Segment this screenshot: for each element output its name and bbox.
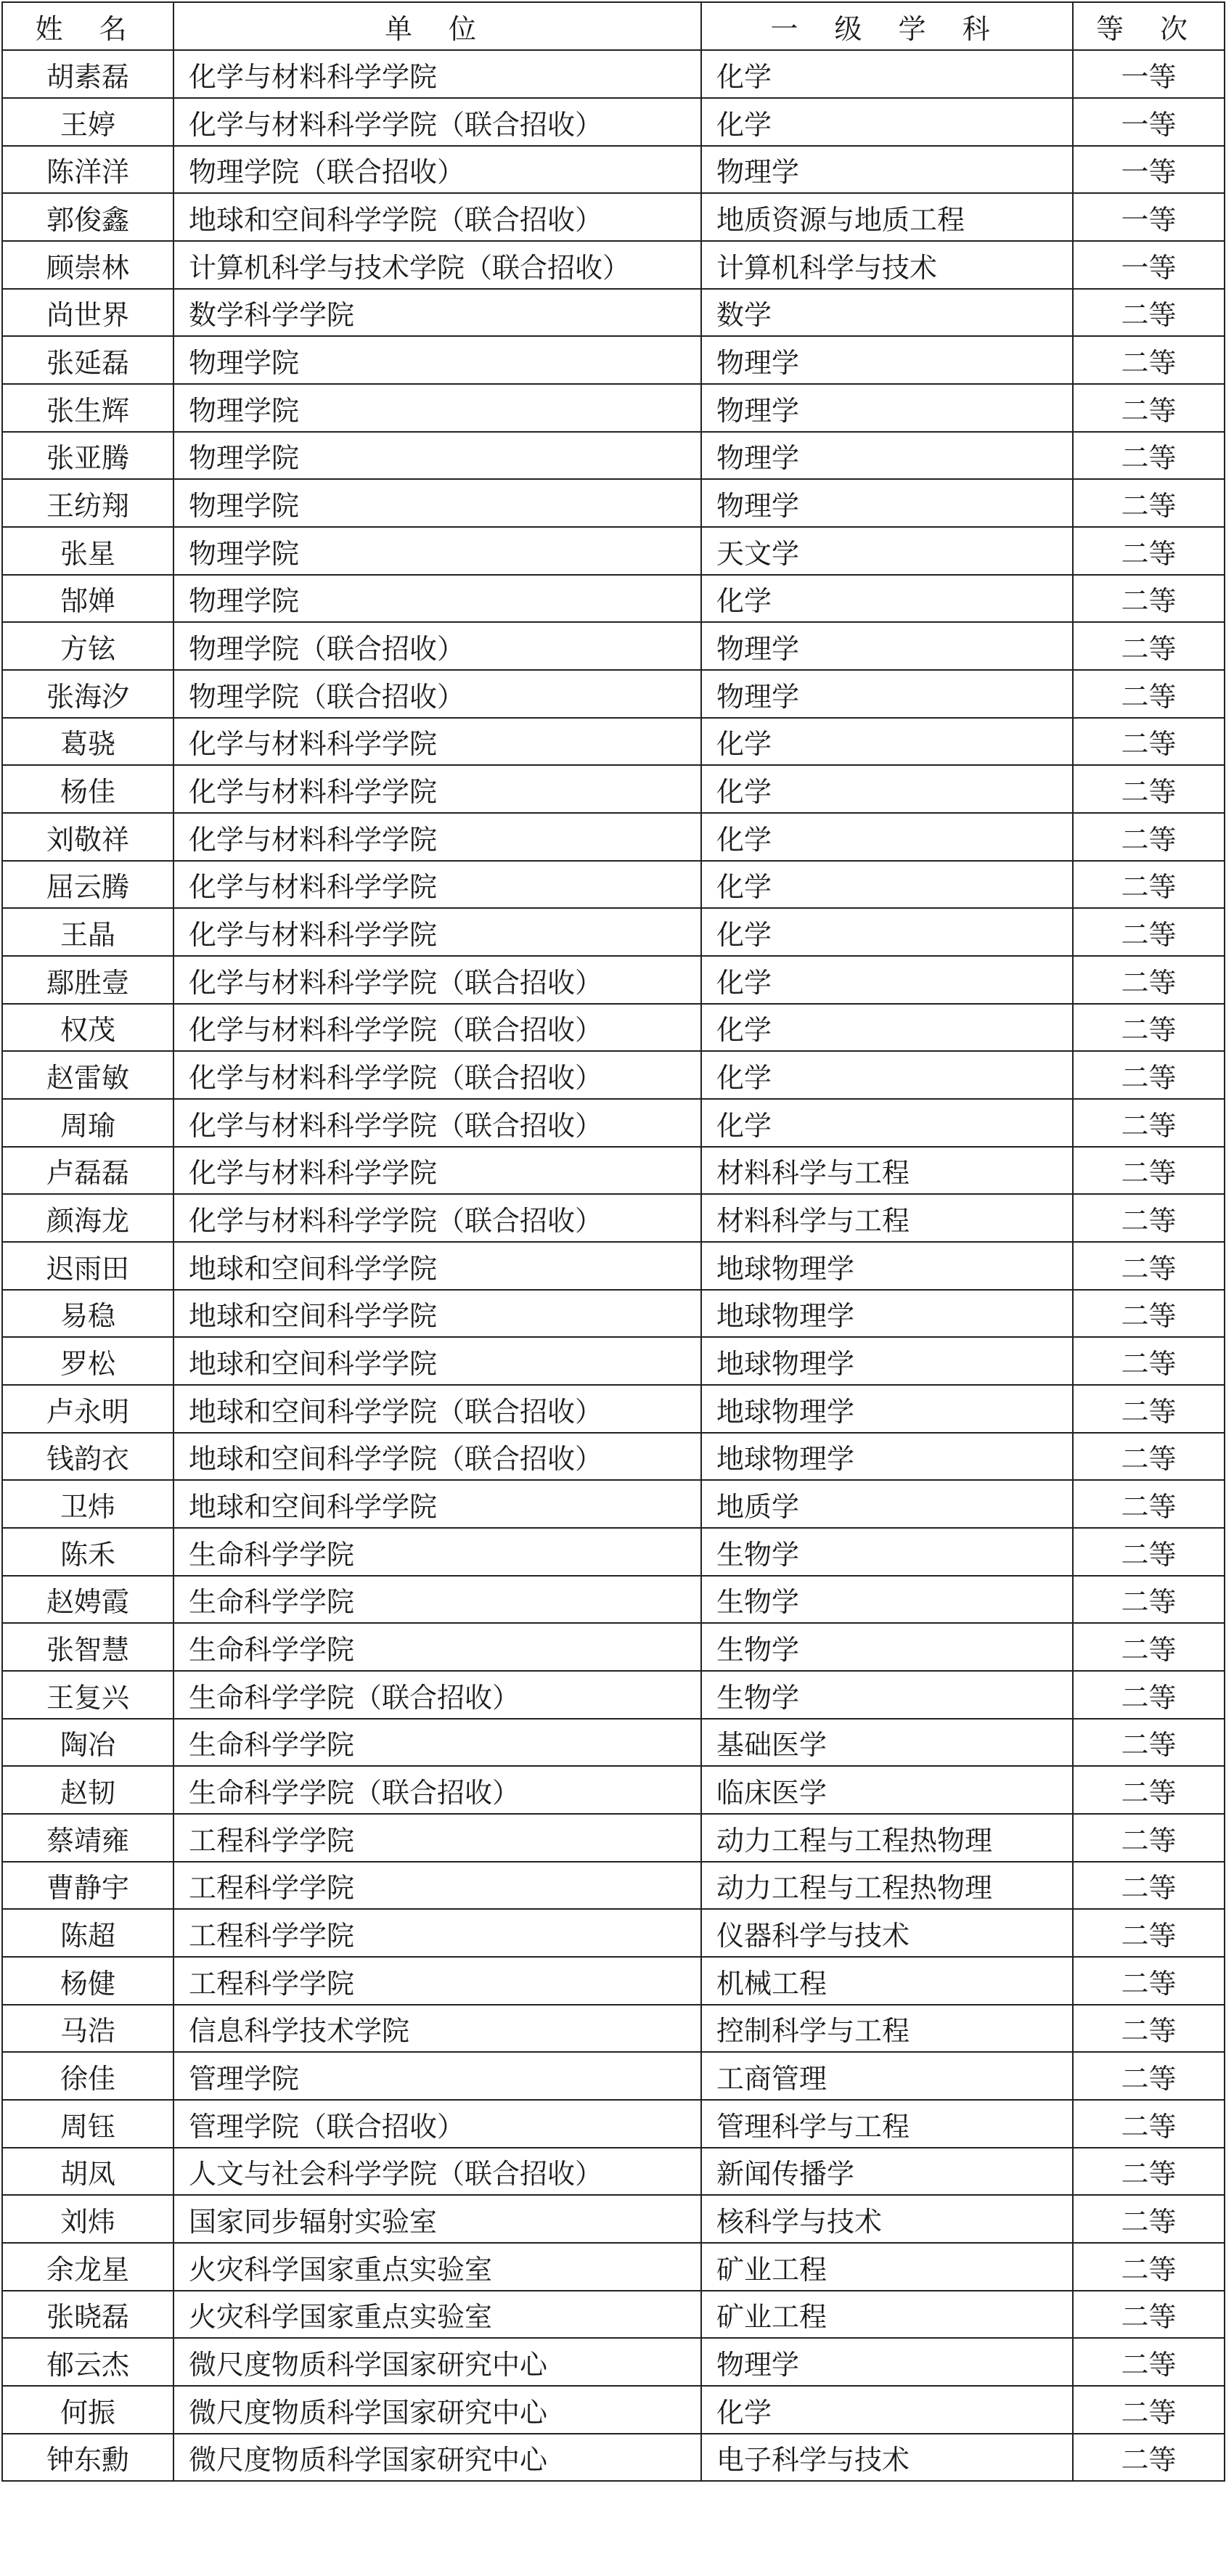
cell-unit: 物理学院（联合招收） [173,146,701,193]
cell-subject: 化学 [701,1099,1073,1147]
cell-grade: 二等 [1073,1862,1225,1909]
table-row [2,336,1225,384]
cell-grade: 二等 [1073,1528,1225,1576]
table-row [2,1290,1225,1337]
cell-name: 曹静宇 [2,1862,173,1909]
cell-subject: 基础医学 [701,1719,1073,1766]
cell-name: 屈云腾 [2,861,173,908]
cell-name: 张海汐 [2,670,173,718]
cell-grade: 二等 [1073,1433,1225,1480]
table-row [2,241,1225,289]
cell-unit: 化学与材料科学学院（联合招收） [173,1051,701,1099]
cell-subject: 物理学 [701,479,1073,527]
cell-unit: 物理学院 [173,336,701,384]
cell-subject: 化学 [701,2386,1073,2434]
cell-subject: 化学 [701,1004,1073,1051]
cell-subject: 生物学 [701,1623,1073,1671]
cell-grade: 二等 [1073,575,1225,622]
header-unit: 单 位 [173,2,701,50]
cell-name: 张晓磊 [2,2291,173,2338]
table-row [2,2005,1225,2052]
cell-subject: 仪器科学与技术 [701,1909,1073,1957]
cell-grade: 二等 [1073,1623,1225,1671]
cell-subject: 控制科学与工程 [701,2005,1073,2052]
table-row [2,2195,1225,2243]
table-row [2,2386,1225,2434]
cell-grade: 二等 [1073,1814,1225,1862]
cell-subject: 地质资源与地质工程 [701,193,1073,241]
cell-grade: 二等 [1073,1290,1225,1337]
cell-subject: 物理学 [701,670,1073,718]
cell-grade: 二等 [1073,1480,1225,1528]
cell-grade: 二等 [1073,908,1225,956]
cell-name: 徐佳 [2,2052,173,2100]
cell-unit: 化学与材料科学学院 [173,1147,701,1194]
cell-grade: 二等 [1073,1051,1225,1099]
cell-unit: 物理学院 [173,575,701,622]
cell-grade: 二等 [1073,1957,1225,2005]
cell-name: 王婷 [2,98,173,146]
cell-grade: 二等 [1073,2434,1225,2481]
cell-name: 陶冶 [2,1719,173,1766]
cell-name: 杨佳 [2,765,173,813]
cell-unit: 生命科学学院 [173,1576,701,1623]
cell-subject: 化学 [701,575,1073,622]
cell-name: 钟东勳 [2,2434,173,2481]
cell-name: 卫炜 [2,1480,173,1528]
cell-unit: 数学科学学院 [173,289,701,336]
cell-unit: 化学与材料科学学院（联合招收） [173,1099,701,1147]
cell-name: 郜婵 [2,575,173,622]
table-row [2,1099,1225,1147]
cell-name: 余龙星 [2,2243,173,2291]
cell-subject: 化学 [701,956,1073,1004]
cell-grade: 二等 [1073,1004,1225,1051]
cell-unit: 计算机科学与技术学院（联合招收） [173,241,701,289]
cell-subject: 电子科学与技术 [701,2434,1073,2481]
cell-unit: 微尺度物质科学国家研究中心 [173,2338,701,2386]
table-row [2,479,1225,527]
cell-name: 王纺翔 [2,479,173,527]
table-body [2,50,1225,2481]
cell-unit: 国家同步辐射实验室 [173,2195,701,2243]
cell-unit: 地球和空间科学学院 [173,1337,701,1385]
cell-unit: 物理学院（联合招收） [173,670,701,718]
cell-unit: 物理学院 [173,384,701,432]
cell-name: 赵韧 [2,1766,173,1814]
cell-grade: 二等 [1073,2338,1225,2386]
table-row [2,1576,1225,1623]
cell-name: 葛骁 [2,718,173,765]
cell-grade: 二等 [1073,1909,1225,1957]
cell-unit: 物理学院 [173,479,701,527]
cell-grade: 二等 [1073,670,1225,718]
cell-name: 杨健 [2,1957,173,2005]
cell-unit: 地球和空间科学学院 [173,1242,701,1290]
table-row [2,146,1225,193]
table-row [2,813,1225,861]
cell-subject: 物理学 [701,432,1073,479]
cell-name: 刘炜 [2,2195,173,2243]
cell-unit: 生命科学学院 [173,1623,701,1671]
table-row [2,908,1225,956]
cell-subject: 材料科学与工程 [701,1194,1073,1242]
cell-unit: 化学与材料科学学院 [173,765,701,813]
cell-unit: 化学与材料科学学院（联合招收） [173,98,701,146]
cell-subject: 化学 [701,718,1073,765]
cell-subject: 生物学 [701,1528,1073,1576]
cell-unit: 化学与材料科学学院 [173,718,701,765]
cell-grade: 一等 [1073,50,1225,98]
cell-grade: 二等 [1073,2100,1225,2148]
table-row [2,1623,1225,1671]
cell-subject: 化学 [701,861,1073,908]
cell-grade: 二等 [1073,1099,1225,1147]
cell-grade: 二等 [1073,2291,1225,2338]
table-row [2,50,1225,98]
cell-unit: 化学与材料科学学院（联合招收） [173,1194,701,1242]
cell-unit: 工程科学学院 [173,1909,701,1957]
cell-grade: 二等 [1073,2195,1225,2243]
cell-grade: 二等 [1073,718,1225,765]
cell-unit: 生命科学学院（联合招收） [173,1766,701,1814]
cell-grade: 二等 [1073,622,1225,670]
cell-subject: 生物学 [701,1671,1073,1719]
cell-grade: 二等 [1073,1719,1225,1766]
cell-grade: 二等 [1073,2243,1225,2291]
cell-name: 王复兴 [2,1671,173,1719]
cell-unit: 地球和空间科学学院（联合招收） [173,1433,701,1480]
cell-grade: 二等 [1073,813,1225,861]
cell-unit: 物理学院 [173,432,701,479]
cell-unit: 化学与材料科学学院 [173,908,701,956]
cell-grade: 二等 [1073,432,1225,479]
table-row [2,1480,1225,1528]
cell-name: 张延磊 [2,336,173,384]
cell-name: 张星 [2,527,173,575]
cell-name: 周瑜 [2,1099,173,1147]
cell-grade: 二等 [1073,527,1225,575]
cell-name: 卢永明 [2,1385,173,1433]
cell-name: 胡凤 [2,2148,173,2195]
cell-name: 马浩 [2,2005,173,2052]
cell-subject: 地球物理学 [701,1242,1073,1290]
cell-name: 颜海龙 [2,1194,173,1242]
table-row [2,1957,1225,2005]
cell-name: 刘敬祥 [2,813,173,861]
cell-grade: 二等 [1073,289,1225,336]
cell-subject: 动力工程与工程热物理 [701,1862,1073,1909]
cell-subject: 数学 [701,289,1073,336]
cell-subject: 物理学 [701,384,1073,432]
cell-grade: 二等 [1073,1194,1225,1242]
cell-subject: 核科学与技术 [701,2195,1073,2243]
cell-unit: 人文与社会科学学院（联合招收） [173,2148,701,2195]
table-row [2,1671,1225,1719]
cell-name: 鄢胜壹 [2,956,173,1004]
cell-subject: 物理学 [701,622,1073,670]
table-row [2,289,1225,336]
table-row [2,670,1225,718]
cell-grade: 一等 [1073,193,1225,241]
cell-unit: 工程科学学院 [173,1957,701,2005]
cell-subject: 生物学 [701,1576,1073,1623]
table-row [2,2148,1225,2195]
cell-unit: 化学与材料科学学院 [173,861,701,908]
cell-unit: 生命科学学院（联合招收） [173,1671,701,1719]
cell-grade: 二等 [1073,384,1225,432]
cell-name: 张生辉 [2,384,173,432]
table-row [2,2434,1225,2481]
cell-unit: 化学与材料科学学院（联合招收） [173,956,701,1004]
table-row [2,765,1225,813]
table-row [2,1385,1225,1433]
cell-grade: 二等 [1073,861,1225,908]
table-row [2,1909,1225,1957]
cell-unit: 物理学院 [173,527,701,575]
cell-unit: 化学与材料科学学院 [173,813,701,861]
cell-name: 迟雨田 [2,1242,173,1290]
cell-name: 顾崇林 [2,241,173,289]
cell-name: 张亚腾 [2,432,173,479]
cell-subject: 地球物理学 [701,1385,1073,1433]
table-row [2,1814,1225,1862]
cell-name: 何振 [2,2386,173,2434]
header-name: 姓 名 [2,2,173,50]
cell-unit: 微尺度物质科学国家研究中心 [173,2386,701,2434]
cell-name: 蔡靖雍 [2,1814,173,1862]
cell-subject: 物理学 [701,336,1073,384]
cell-unit: 物理学院（联合招收） [173,622,701,670]
table-row [2,2243,1225,2291]
cell-grade: 一等 [1073,241,1225,289]
cell-subject: 管理科学与工程 [701,2100,1073,2148]
cell-grade: 二等 [1073,1337,1225,1385]
cell-grade: 二等 [1073,1242,1225,1290]
cell-name: 王晶 [2,908,173,956]
table-row [2,956,1225,1004]
cell-subject: 化学 [701,908,1073,956]
table-row [2,527,1225,575]
cell-subject: 新闻传播学 [701,2148,1073,2195]
cell-grade: 二等 [1073,956,1225,1004]
table-row [2,718,1225,765]
cell-subject: 计算机科学与技术 [701,241,1073,289]
cell-grade: 二等 [1073,2148,1225,2195]
cell-subject: 地球物理学 [701,1433,1073,1480]
cell-unit: 信息科学技术学院 [173,2005,701,2052]
table-row [2,1004,1225,1051]
cell-name: 权茂 [2,1004,173,1051]
cell-name: 张智慧 [2,1623,173,1671]
cell-grade: 二等 [1073,765,1225,813]
cell-unit: 管理学院（联合招收） [173,2100,701,2148]
cell-name: 胡素磊 [2,50,173,98]
cell-subject: 动力工程与工程热物理 [701,1814,1073,1862]
cell-name: 周钰 [2,2100,173,2148]
cell-grade: 一等 [1073,146,1225,193]
cell-grade: 二等 [1073,1576,1225,1623]
header-row [2,2,1225,50]
cell-grade: 二等 [1073,2052,1225,2100]
cell-subject: 矿业工程 [701,2243,1073,2291]
table-row [2,861,1225,908]
table-row [2,1147,1225,1194]
cell-subject: 物理学 [701,2338,1073,2386]
cell-unit: 化学与材料科学学院 [173,50,701,98]
table-row [2,622,1225,670]
table-row [2,193,1225,241]
cell-name: 陈洋洋 [2,146,173,193]
cell-name: 陈超 [2,1909,173,1957]
cell-subject: 矿业工程 [701,2291,1073,2338]
cell-unit: 火灾科学国家重点实验室 [173,2243,701,2291]
cell-subject: 机械工程 [701,1957,1073,2005]
cell-subject: 工商管理 [701,2052,1073,2100]
cell-unit: 管理学院 [173,2052,701,2100]
cell-unit: 地球和空间科学学院（联合招收） [173,193,701,241]
cell-name: 赵雷敏 [2,1051,173,1099]
table-row [2,1719,1225,1766]
cell-name: 赵娉霞 [2,1576,173,1623]
table-row [2,2338,1225,2386]
cell-grade: 二等 [1073,1147,1225,1194]
table-row [2,2291,1225,2338]
table-row [2,2100,1225,2148]
cell-subject: 化学 [701,813,1073,861]
table-row [2,2052,1225,2100]
header-subject: 一 级 学 科 [701,2,1073,50]
cell-subject: 化学 [701,98,1073,146]
table-row [2,1242,1225,1290]
table-row [2,1766,1225,1814]
cell-subject: 化学 [701,1051,1073,1099]
cell-name: 陈禾 [2,1528,173,1576]
cell-subject: 化学 [701,765,1073,813]
cell-subject: 地球物理学 [701,1290,1073,1337]
cell-unit: 地球和空间科学学院 [173,1290,701,1337]
cell-grade: 二等 [1073,1385,1225,1433]
cell-subject: 化学 [701,50,1073,98]
cell-name: 卢磊磊 [2,1147,173,1194]
cell-subject: 地球物理学 [701,1337,1073,1385]
cell-unit: 工程科学学院 [173,1814,701,1862]
cell-unit: 工程科学学院 [173,1862,701,1909]
award-table [1,1,1225,2482]
cell-unit: 化学与材料科学学院（联合招收） [173,1004,701,1051]
cell-grade: 二等 [1073,2005,1225,2052]
cell-unit: 地球和空间科学学院（联合招收） [173,1385,701,1433]
cell-name: 钱韵衣 [2,1433,173,1480]
table-row [2,1051,1225,1099]
table-row [2,1528,1225,1576]
cell-name: 尚世界 [2,289,173,336]
table-row [2,575,1225,622]
cell-name: 易稳 [2,1290,173,1337]
cell-subject: 天文学 [701,527,1073,575]
header-grade: 等 次 [1073,2,1225,50]
table-row [2,1337,1225,1385]
cell-subject: 物理学 [701,146,1073,193]
cell-subject: 地质学 [701,1480,1073,1528]
cell-grade: 二等 [1073,336,1225,384]
cell-unit: 火灾科学国家重点实验室 [173,2291,701,2338]
cell-unit: 微尺度物质科学国家研究中心 [173,2434,701,2481]
cell-subject: 材料科学与工程 [701,1147,1073,1194]
table-row [2,432,1225,479]
cell-name: 郭俊鑫 [2,193,173,241]
cell-unit: 生命科学学院 [173,1528,701,1576]
cell-subject: 临床医学 [701,1766,1073,1814]
cell-name: 罗松 [2,1337,173,1385]
cell-grade: 二等 [1073,479,1225,527]
table-row [2,1433,1225,1480]
cell-grade: 二等 [1073,2386,1225,2434]
cell-grade: 二等 [1073,1766,1225,1814]
cell-grade: 二等 [1073,1671,1225,1719]
table-row [2,98,1225,146]
table-row [2,1194,1225,1242]
cell-name: 方铉 [2,622,173,670]
table-row [2,384,1225,432]
table-row [2,1862,1225,1909]
cell-unit: 地球和空间科学学院 [173,1480,701,1528]
cell-name: 郁云杰 [2,2338,173,2386]
cell-grade: 一等 [1073,98,1225,146]
cell-unit: 生命科学学院 [173,1719,701,1766]
